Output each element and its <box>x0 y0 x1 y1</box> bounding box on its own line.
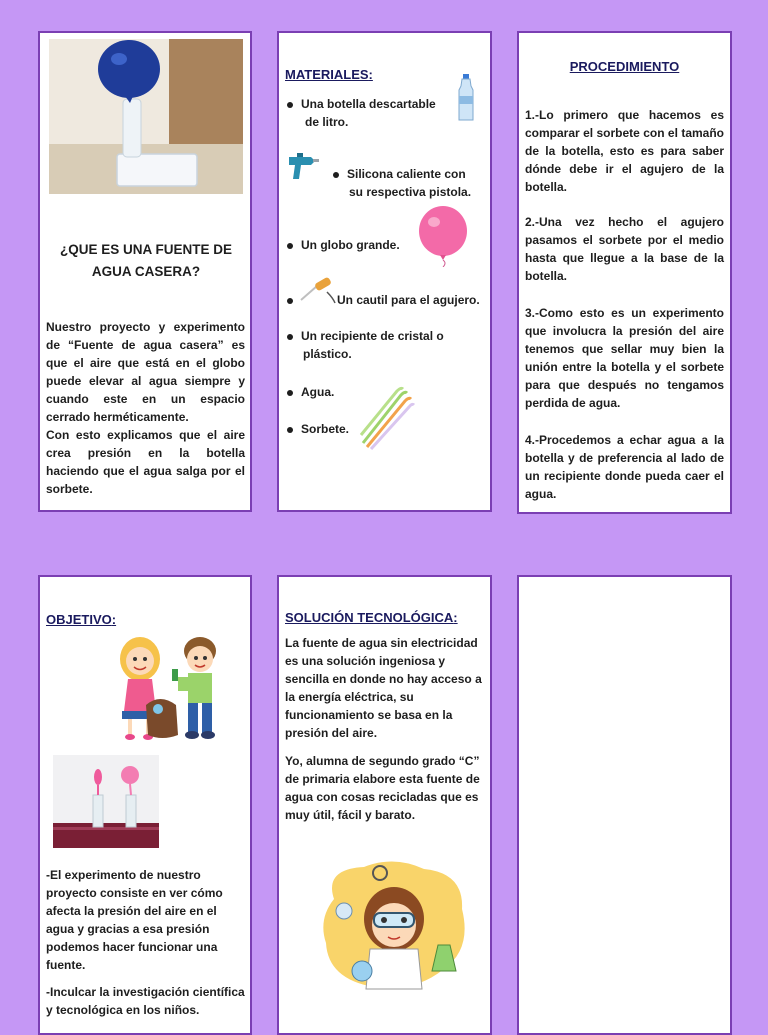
procedure-step-2: 2.-Una vez hecho el agujero pasamos el sorbete por el medio hasta que llegue a la base de la botella. <box>525 215 724 283</box>
objective-text-2: -Inculcar la investigación científica y tecnológica en los niños. <box>46 985 245 1017</box>
glue-gun-icon <box>287 149 321 183</box>
panel-what-is <box>38 31 252 512</box>
material-item-bottle: Una botella descartable de litro. <box>287 95 436 131</box>
bullet <box>287 427 293 433</box>
balloon-bottle-photo <box>49 39 243 194</box>
procedure-step-4: 4.-Procedemos a echar agua a la botella y de preferencia al lado de un recipiente donde pueda caer el agua. <box>525 433 724 501</box>
procedure-heading: PROCEDIMIENTO <box>569 59 680 74</box>
material-item-straw: Sorbete. <box>287 420 349 438</box>
section-title: ¿QUE ES UNA FUENTE DE AGUA CASERA? <box>59 242 232 279</box>
panel-solution <box>277 575 492 1035</box>
panel-objective <box>38 575 252 1035</box>
panel-empty <box>517 575 732 1035</box>
scientist-girl-illustration <box>314 859 474 999</box>
description-part-1: Nuestro proyecto y experimento de “Fuente de agua casera” es que el aire que está en el globo puede elevar al agua siempre y cuando este en un espacio cerrado herméticamente. <box>46 320 245 424</box>
material-item-container: Un recipiente de cristal o plástico. <box>287 327 444 363</box>
material-item-water: Agua. <box>287 383 334 401</box>
description-part-2: Con esto explicamos que el aire crea presión en la botella haciendo que el agua salga por el sorbete. <box>46 428 245 496</box>
procedure-step-3: 3.-Como esto es un experimento que involucra la presión del aire tenemos que sellar muy bien la unión entre la botella y el sorbete para que después no tengamos perdida de agua. <box>525 306 724 410</box>
bullet <box>287 334 293 340</box>
objective-heading: OBJETIVO: <box>46 612 117 627</box>
material-item-cautil: Un cautil para el agujero. <box>287 291 480 309</box>
solution-text-2: Yo, alumna de segundo grado “C” de primaria elabore esta fuente de agua con cosas recicladas que es muy útil, fácil y barato. <box>285 754 480 822</box>
bottle-icon <box>457 74 475 122</box>
bullet <box>287 390 293 396</box>
solution-heading: SOLUCIÓN TECNOLÓGICA: <box>285 610 458 625</box>
panel-procedure <box>517 31 732 514</box>
material-item-silicone: Silicona caliente con su respectiva pistola. <box>333 165 471 201</box>
bullet <box>333 172 339 178</box>
material-item-balloon: Un globo grande. <box>287 236 400 254</box>
pink-balloon-icon <box>416 205 470 267</box>
straws-icon <box>357 385 415 451</box>
bullet <box>287 243 293 249</box>
panel-materials <box>277 31 492 512</box>
bullet <box>287 102 293 108</box>
kids-recycling-illustration <box>112 629 228 745</box>
solution-text-1: La fuente de agua sin electricidad es una solución ingeniosa y sencilla en donde no hay acceso a la energía eléctrica, su funcionamiento se basa en la presión del aire. <box>285 636 482 740</box>
objective-text-1: -El experimento de nuestro proyecto consiste en ver cómo afecta la presión del aire en el agua y gracias a esa presión podemos hacer funcionar una fuente. <box>46 868 223 972</box>
bullet <box>287 298 293 304</box>
project-description <box>46 318 245 498</box>
balloons-experiment-photo <box>53 755 159 848</box>
materials-heading: MATERIALES: <box>285 67 373 82</box>
procedure-step-1: 1.-Lo primero que hacemos es comparar el sorbete con el tamaño de la botella, esto es para saber dónde debe ir el agujero de la botella. <box>525 108 724 194</box>
